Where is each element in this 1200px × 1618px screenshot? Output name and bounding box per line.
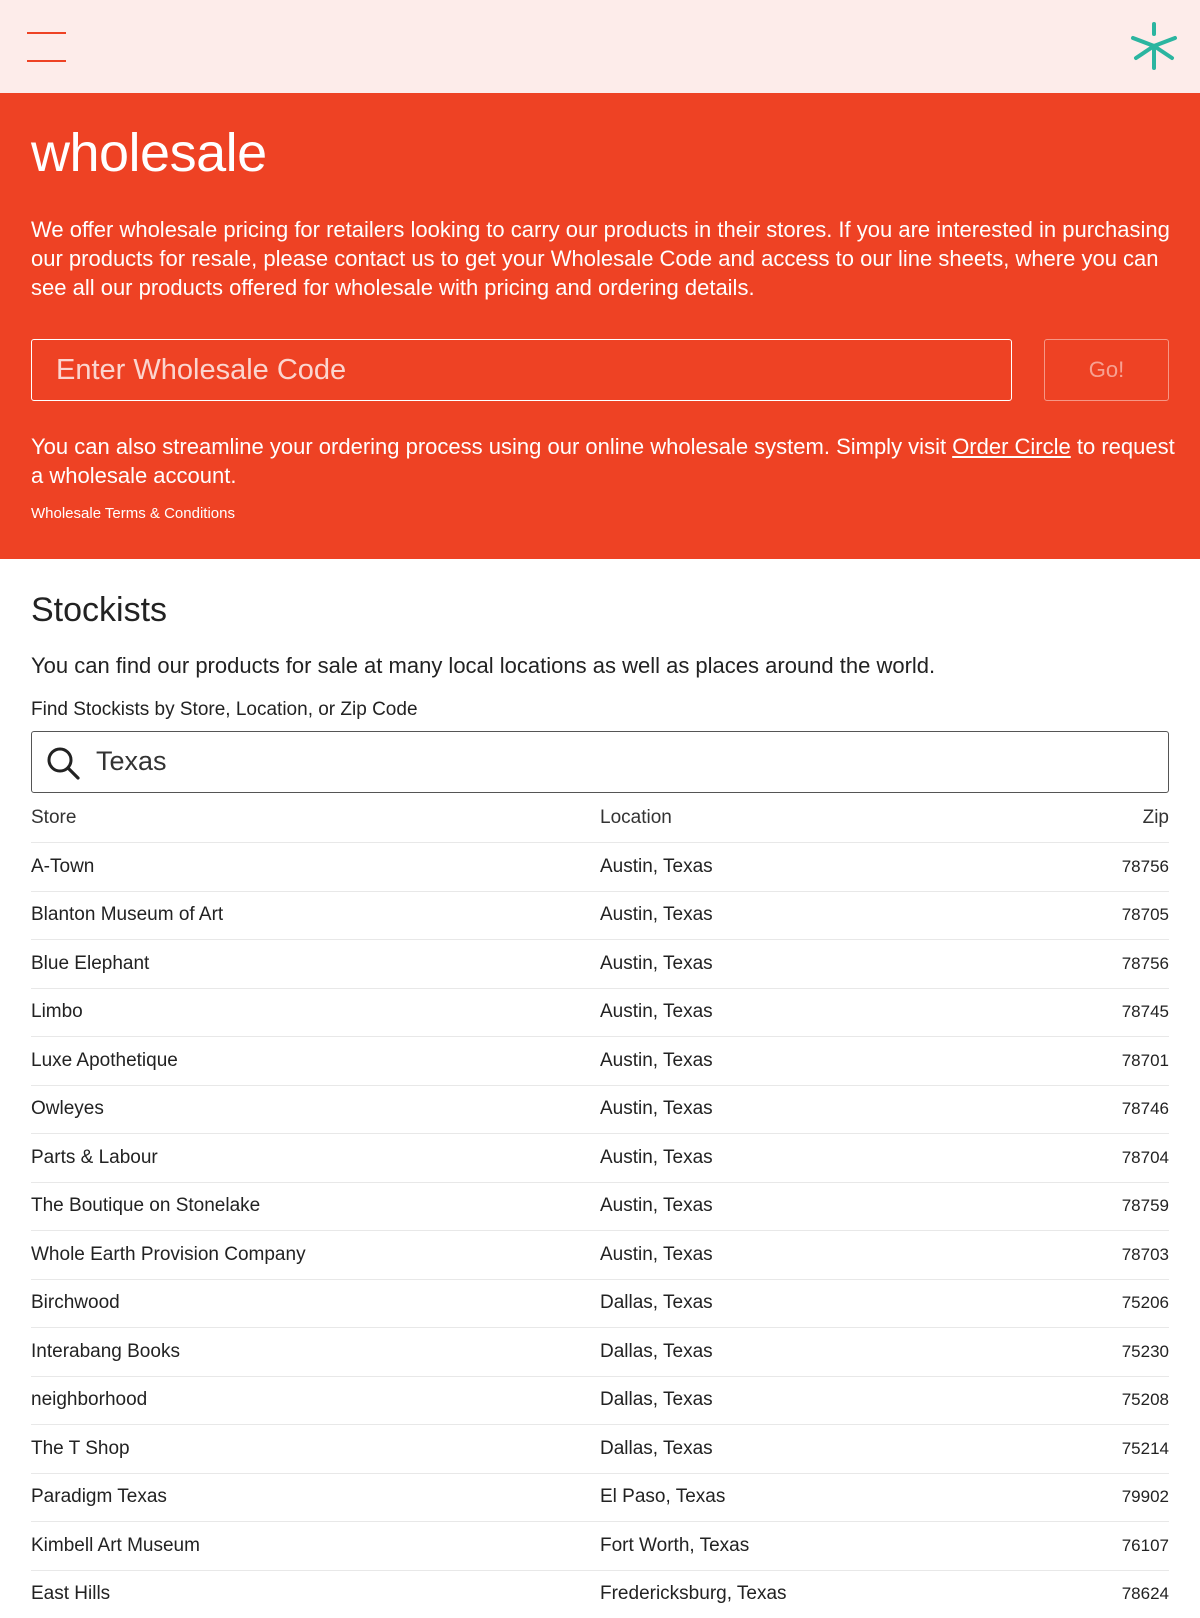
wholesale-description: We offer wholesale pricing for retailers looking to carry our products in their stores. If you are interested in purchasing our products for resale, please contact us to get your Wholesale Code and access to our line sheets, where you can see all our products offered for wholesale with pricing and ordering details. <box>31 215 1171 302</box>
table-row <box>31 1182 1169 1231</box>
table-row <box>31 1230 1169 1279</box>
zip-cell: 76107 <box>1000 1536 1169 1556</box>
store-cell: neighborhood <box>31 1389 600 1411</box>
zip-cell: 78756 <box>1000 857 1169 877</box>
table-row <box>31 1133 1169 1182</box>
zip-cell: 75206 <box>1000 1293 1169 1313</box>
location-cell: Austin, Texas <box>600 953 1000 975</box>
go-button[interactable]: Go! <box>1044 339 1169 401</box>
table-header <box>31 794 1169 842</box>
table-row <box>31 1327 1169 1376</box>
hamburger-icon[interactable] <box>27 32 66 62</box>
table-row <box>31 891 1169 940</box>
table-row <box>31 1085 1169 1134</box>
stockist-search-input[interactable] <box>94 732 1154 791</box>
location-cell: Austin, Texas <box>600 904 1000 926</box>
store-cell: Limbo <box>31 1001 600 1023</box>
zip-cell: 79902 <box>1000 1487 1169 1507</box>
zip-cell: 78746 <box>1000 1099 1169 1119</box>
zip-cell: 75208 <box>1000 1390 1169 1410</box>
zip-cell: 78704 <box>1000 1148 1169 1168</box>
store-cell: Blue Elephant <box>31 953 600 975</box>
store-cell: Luxe Apothetique <box>31 1050 600 1072</box>
zip-cell: 78759 <box>1000 1196 1169 1216</box>
hamburger-line-top <box>27 32 66 34</box>
wholesale-code-input[interactable] <box>31 339 1012 401</box>
stockists-description: You can find our products for sale at many local locations as well as places around the world. <box>31 652 935 680</box>
store-cell: The Boutique on Stonelake <box>31 1195 600 1217</box>
location-cell: Fredericksburg, Texas <box>600 1583 1000 1605</box>
store-cell: Whole Earth Provision Company <box>31 1244 600 1266</box>
streamline-text-after: to request a wholesale account. <box>31 434 1175 488</box>
table-row <box>31 842 1169 891</box>
order-circle-link[interactable]: Order Circle <box>952 434 1071 459</box>
location-cell: Austin, Texas <box>600 1050 1000 1072</box>
location-cell: Dallas, Texas <box>600 1341 1000 1363</box>
location-cell: Dallas, Texas <box>600 1292 1000 1314</box>
location-cell: Austin, Texas <box>600 1098 1000 1120</box>
zip-cell: 78624 <box>1000 1584 1169 1604</box>
store-cell: Paradigm Texas <box>31 1486 600 1508</box>
location-cell: Austin, Texas <box>600 1195 1000 1217</box>
location-cell: Austin, Texas <box>600 856 1000 878</box>
stockist-search-box[interactable] <box>31 731 1169 793</box>
table-row <box>31 939 1169 988</box>
store-cell: Kimbell Art Museum <box>31 1535 600 1557</box>
top-nav-bar <box>0 0 1200 93</box>
table-row <box>31 1424 1169 1473</box>
location-cell: Austin, Texas <box>600 1244 1000 1266</box>
location-cell: Austin, Texas <box>600 1147 1000 1169</box>
stockists-table <box>31 794 1169 1618</box>
hamburger-line-bottom <box>27 60 66 62</box>
store-cell: Blanton Museum of Art <box>31 904 600 926</box>
streamline-text <box>31 432 1176 490</box>
table-row <box>31 1570 1169 1618</box>
stockists-title: Stockists <box>31 588 167 632</box>
wholesale-section <box>0 93 1200 559</box>
store-cell: East Hills <box>31 1583 600 1605</box>
store-cell: Parts & Labour <box>31 1147 600 1169</box>
zip-cell: 75214 <box>1000 1439 1169 1459</box>
table-row <box>31 1279 1169 1328</box>
zip-cell: 78756 <box>1000 954 1169 974</box>
column-header-zip: Zip <box>1000 807 1169 829</box>
location-cell: Dallas, Texas <box>600 1389 1000 1411</box>
store-cell: Birchwood <box>31 1292 600 1314</box>
location-cell: Fort Worth, Texas <box>600 1535 1000 1557</box>
table-row <box>31 1036 1169 1085</box>
zip-cell: 78701 <box>1000 1051 1169 1071</box>
stockist-search-label: Find Stockists by Store, Location, or Zip Code <box>31 698 418 722</box>
table-row <box>31 1376 1169 1425</box>
location-cell: Dallas, Texas <box>600 1438 1000 1460</box>
store-cell: Interabang Books <box>31 1341 600 1363</box>
wholesale-terms-link[interactable]: Wholesale Terms & Conditions <box>31 505 235 522</box>
sparkle-logo-icon[interactable] <box>1128 20 1180 72</box>
zip-cell: 78703 <box>1000 1245 1169 1265</box>
zip-cell: 78705 <box>1000 905 1169 925</box>
location-cell: El Paso, Texas <box>600 1486 1000 1508</box>
table-body <box>31 842 1169 1618</box>
column-header-location: Location <box>600 807 1000 829</box>
table-row <box>31 1473 1169 1522</box>
zip-cell: 78745 <box>1000 1002 1169 1022</box>
store-cell: The T Shop <box>31 1438 600 1460</box>
store-cell: A-Town <box>31 856 600 878</box>
table-row <box>31 1521 1169 1570</box>
table-row <box>31 988 1169 1037</box>
search-icon <box>45 745 81 781</box>
streamline-text-before: You can also streamline your ordering process using our online wholesale system. Simply visit <box>31 434 952 459</box>
location-cell: Austin, Texas <box>600 1001 1000 1023</box>
zip-cell: 75230 <box>1000 1342 1169 1362</box>
wholesale-title: wholesale <box>31 123 267 183</box>
column-header-store: Store <box>31 807 600 829</box>
store-cell: Owleyes <box>31 1098 600 1120</box>
